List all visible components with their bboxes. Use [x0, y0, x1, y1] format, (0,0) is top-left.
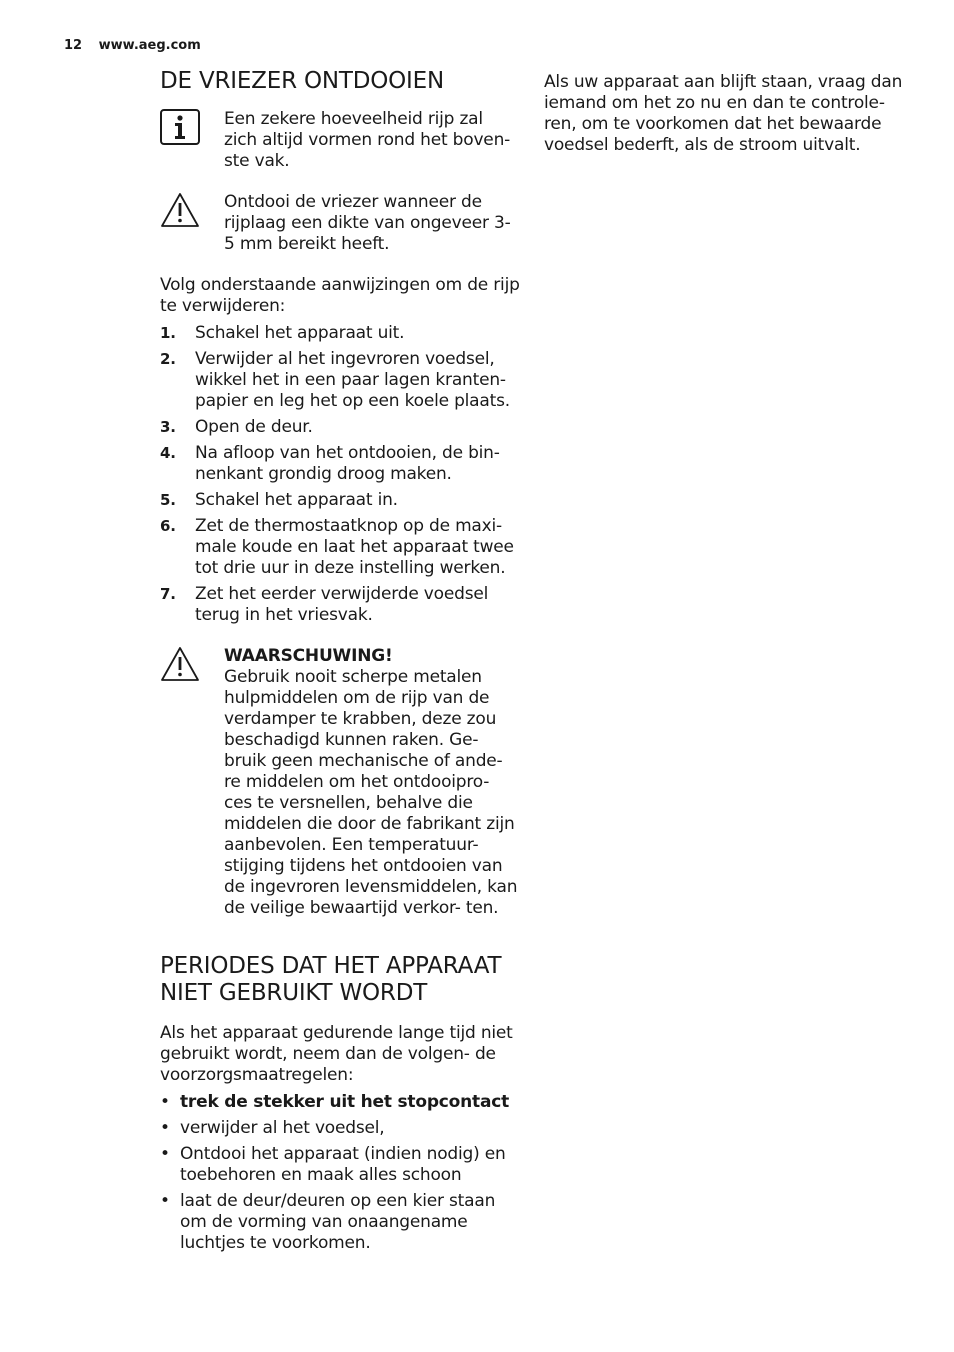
- right-column: [544, 72, 904, 156]
- step-number: 6.: [160, 517, 176, 535]
- bullet-text: trek de stekker uit het stopcontact: [180, 1092, 510, 1112]
- page-header: [64, 38, 201, 53]
- step-text: Open de deur.: [195, 417, 313, 437]
- info-note-text: Een zekere hoeveelheid rijp zal zich altijd vormen rond het boven- ste vak.: [224, 109, 511, 171]
- unused-intro: Als het apparaat gedurende lange tijd niet gebruikt wordt, neem dan de volgen- de voorzorgsmaatregelen:: [160, 1023, 513, 1085]
- step-text: Na afloop van het ontdooien, de bin- nenkant grondig droog maken.: [195, 443, 500, 484]
- bullet-text: laat de deur/deuren op een kier staan om de vorming van onaangename luchtjes te voorkomen.: [180, 1191, 496, 1253]
- bullet: •: [160, 1092, 170, 1112]
- bullet-text: verwijder al het voedsel,: [180, 1118, 385, 1138]
- step-text: Schakel het apparaat in.: [195, 490, 398, 510]
- step-number: 4.: [160, 444, 176, 462]
- website-url[interactable]: www.aeg.com: [98, 38, 201, 53]
- list-item: [160, 443, 520, 485]
- list-item: [160, 417, 520, 438]
- info-note: [160, 109, 520, 172]
- step-number: 5.: [160, 491, 176, 509]
- list-item: [160, 1144, 520, 1186]
- step-number: 1.: [160, 324, 176, 342]
- continuation-paragraph: Als uw apparaat aan blijft staan, vraag dan iemand om het zo nu en dan te controle- ren, om te voorkomen dat het bewaarde voedsel bederft, als de stroom uitvalt.: [544, 72, 903, 155]
- step-number: 7.: [160, 585, 176, 603]
- warning-note-body: [224, 646, 520, 919]
- list-item: [160, 1118, 520, 1139]
- step-number: 2.: [160, 350, 176, 368]
- caution-note-text: Ontdooi de vriezer wanneer de rijplaag een dikte van ongeveer 3-5 mm bereikt heeft.: [224, 192, 511, 254]
- caution-note: [160, 192, 520, 255]
- section-title-defrost: DE VRIEZER ONTDOOIEN: [160, 68, 444, 94]
- list-item: [160, 584, 520, 626]
- step-text: Verwijder al het ingevroren voedsel, wikkel het in een paar lagen kranten- papier en leg het op een koele plaats.: [195, 349, 510, 411]
- step-text: Schakel het apparaat uit.: [195, 323, 405, 343]
- list-item: [160, 349, 520, 412]
- bullet: •: [160, 1118, 170, 1138]
- warning-triangle-icon: [160, 646, 202, 686]
- page-number: 12: [64, 38, 83, 53]
- section-title-unused: PERIODES DAT HET APPARAAT NIET GEBRUIKT WORDT: [160, 953, 502, 1006]
- step-text: Zet de thermostaatknop op de maxi- male koude en laat het apparaat twee tot drie uur in deze instelling werken.: [195, 516, 514, 578]
- step-number: 3.: [160, 418, 176, 436]
- list-item: [160, 323, 520, 344]
- warning-text: Gebruik nooit scherpe metalen hulpmiddelen om de rijp van de verdamper te krabben, deze zou beschadigd kunnen raken. Ge- bruik geen mechanische of ande- re middelen om het ontdooipro- ces te versnellen, behalve die middelen die door de fabrikant zijn aanbevolen. Een temperatuur- stijging tijdens het ontdooien van de ingevroren levensmiddelen, kan de veilige bewaartijd verkor- ten.: [224, 667, 518, 918]
- list-item: [160, 1092, 520, 1113]
- bullet-text: Ontdooi het apparaat (indien nodig) en toebehoren en maak alles schoon: [180, 1144, 506, 1185]
- left-column: [160, 68, 520, 1259]
- defrost-intro: Volg onderstaande aanwijzingen om de rijp te verwijderen:: [160, 275, 520, 316]
- unused-precautions: [160, 1092, 520, 1254]
- warning-title: WAARSCHUWING!: [224, 646, 393, 666]
- bullet: •: [160, 1144, 170, 1164]
- list-item: [160, 490, 520, 511]
- defrost-steps: [160, 323, 520, 626]
- warning-note: [160, 646, 520, 919]
- step-text: Zet het eerder verwijderde voedsel terug in het vriesvak.: [195, 584, 489, 625]
- list-item: [160, 516, 520, 579]
- warning-triangle-icon: [160, 192, 202, 232]
- bullet: •: [160, 1191, 170, 1211]
- list-item: [160, 1191, 520, 1254]
- info-icon: [160, 109, 202, 149]
